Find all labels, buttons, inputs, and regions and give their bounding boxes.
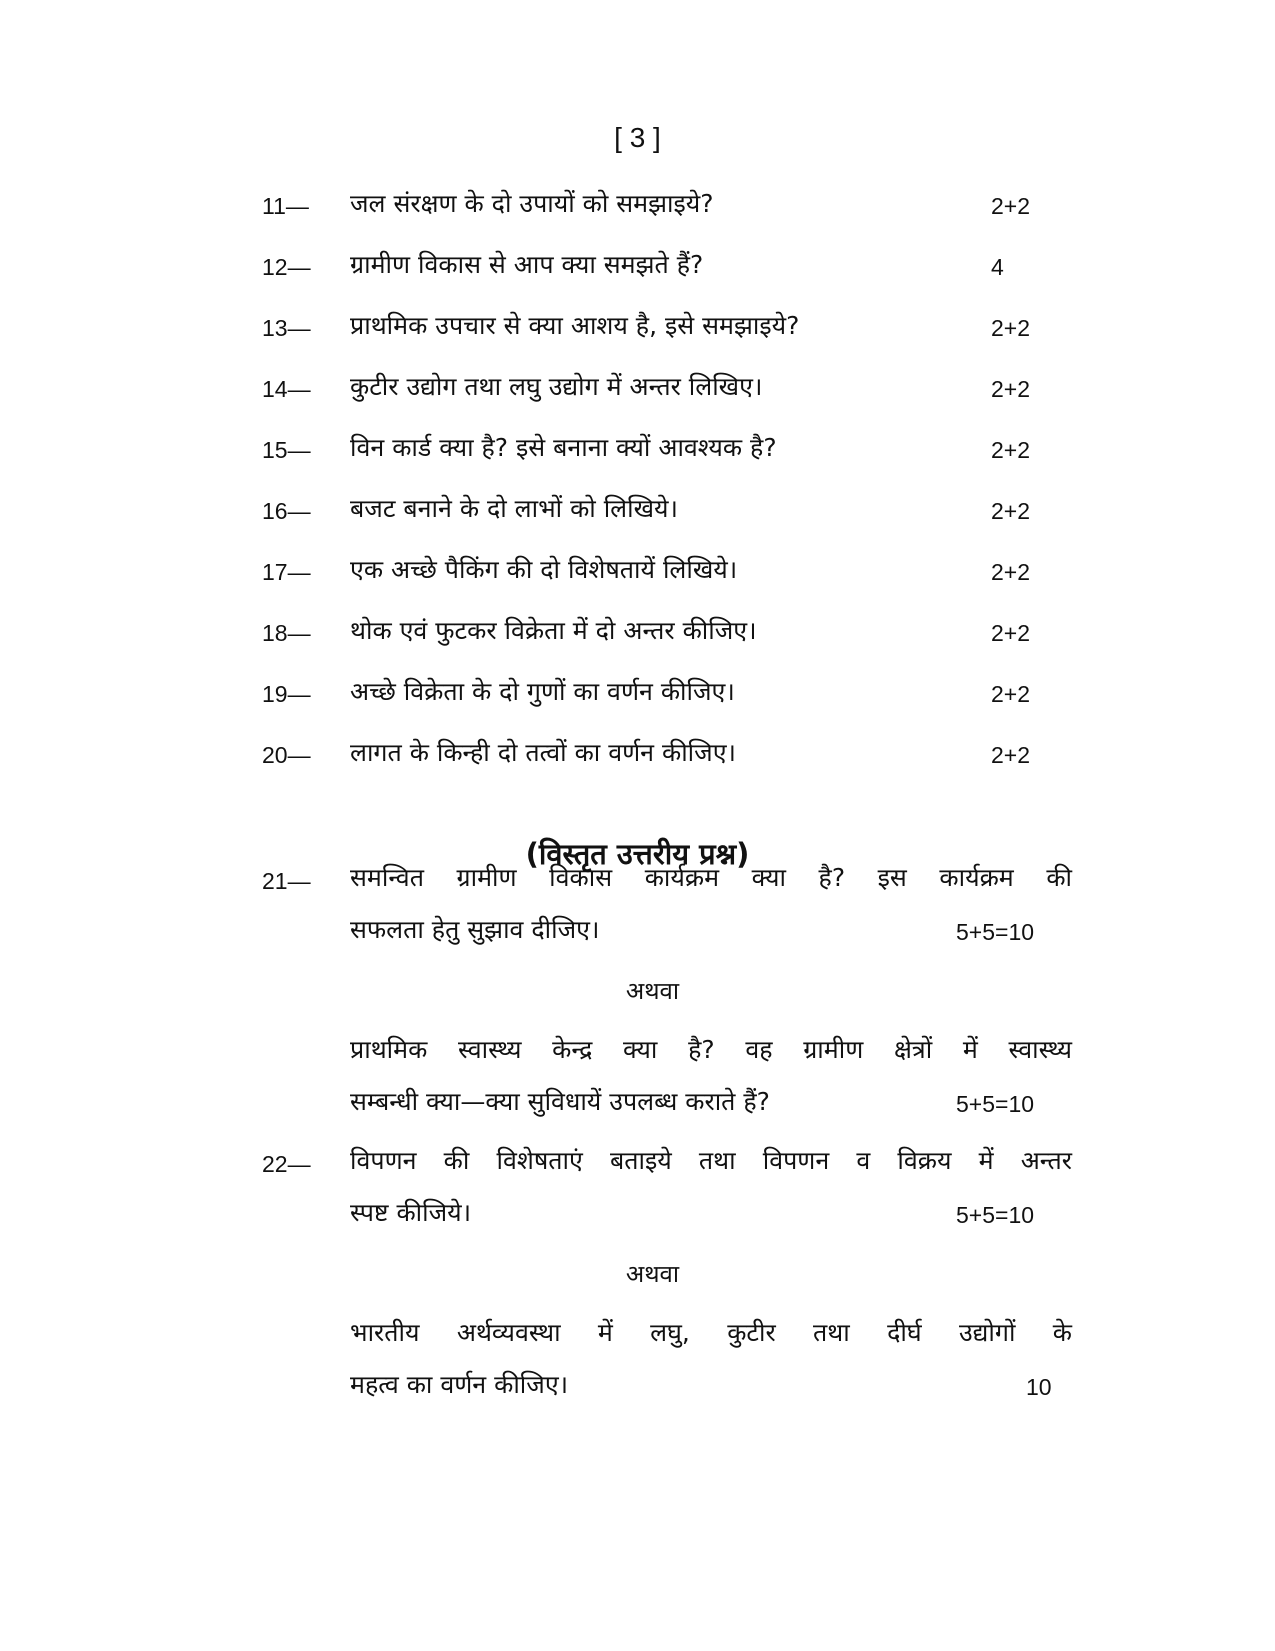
question-text: अच्छे विक्रेता के दो गुणों का वर्णन कीजिए। (350, 677, 735, 706)
question-text-line-2: सफलता हेतु सुझाव दीजिए। (350, 915, 600, 944)
question-number: 13— (262, 315, 311, 341)
question-marks: 2+2 (991, 620, 1031, 646)
question-text: जल संरक्षण के दो उपायों को समझाइये? (350, 189, 714, 218)
question-text: थोक एवं फुटकर विक्रेता में दो अन्तर कीजिए। (350, 616, 757, 645)
question-marks: 5+5=10 (956, 1091, 1035, 1117)
question-marks: 2+2 (991, 376, 1031, 402)
question-marks: 5+5=10 (956, 1202, 1035, 1228)
question-marks: 2+2 (991, 742, 1031, 768)
question-text: विन कार्ड क्या है? इसे बनाना क्यों आवश्यक है? (350, 433, 777, 462)
question-text-line-2: स्पष्ट कीजिये। (350, 1198, 472, 1227)
question-text: प्राथमिक उपचार से क्या आशय है, इसे समझाइये? (350, 311, 800, 340)
question-number: 15— (262, 437, 311, 463)
or-label: अथवा (625, 977, 680, 1005)
question-marks: 2+2 (991, 193, 1031, 219)
question-number: 11— (262, 193, 309, 219)
question-number: 17— (262, 559, 311, 585)
question-marks: 2+2 (991, 559, 1031, 585)
question-marks: 4 (991, 254, 1004, 280)
question-marks: 2+2 (991, 437, 1031, 463)
section-heading-long-answer: (विस्तृत उत्तरीय प्रश्न) (525, 837, 750, 871)
question-number: 19— (262, 681, 311, 707)
question-marks: 2+2 (991, 315, 1031, 341)
question-marks: 10 (1026, 1374, 1052, 1400)
question-text: बजट बनाने के दो लाभों को लिखिये। (350, 494, 679, 523)
question-text-line-1: विपणन की विशेषताएं बताइये तथा विपणन व विक्रय में अन्तर (350, 1146, 1072, 1175)
question-number: 16— (262, 498, 311, 524)
or-label: अथवा (625, 1260, 680, 1288)
question-number: 18— (262, 620, 311, 646)
question-number: 12— (262, 254, 311, 280)
page-number: [ 3 ] (614, 122, 661, 153)
question-text-line-2: सम्बन्धी क्या—क्या सुविधायें उपलब्ध कराते हैं? (350, 1087, 770, 1116)
question-number: 20— (262, 742, 311, 768)
question-marks: 5+5=10 (956, 919, 1035, 945)
question-text: लागत के किन्ही दो तत्वों का वर्णन कीजिए। (350, 738, 737, 767)
question-text: ग्रामीण विकास से आप क्या समझते हैं? (350, 250, 704, 279)
question-text-line-1: प्राथमिक स्वास्थ्य केन्द्र क्या है? वह ग्रामीण क्षेत्रों में स्वास्थ्य (350, 1035, 1072, 1064)
question-number: 14— (262, 376, 311, 402)
question-text: एक अच्छे पैकिंग की दो विशेषतायें लिखिये। (350, 555, 738, 584)
question-number: 22— (262, 1151, 311, 1177)
question-text-line-1: समन्वित ग्रामीण विकास कार्यक्रम क्या है? इस कार्यक्रम की (350, 863, 1072, 892)
question-marks: 2+2 (991, 681, 1031, 707)
question-text-line-1: भारतीय अर्थव्यवस्था में लघु, कुटीर तथा दीर्घ उद्योगों के (350, 1318, 1072, 1347)
question-number: 21— (262, 868, 311, 894)
question-marks: 2+2 (991, 498, 1031, 524)
question-text: कुटीर उद्योग तथा लघु उद्योग में अन्तर लिखिए। (350, 372, 763, 401)
question-text-line-2: महत्व का वर्णन कीजिए। (350, 1370, 569, 1399)
